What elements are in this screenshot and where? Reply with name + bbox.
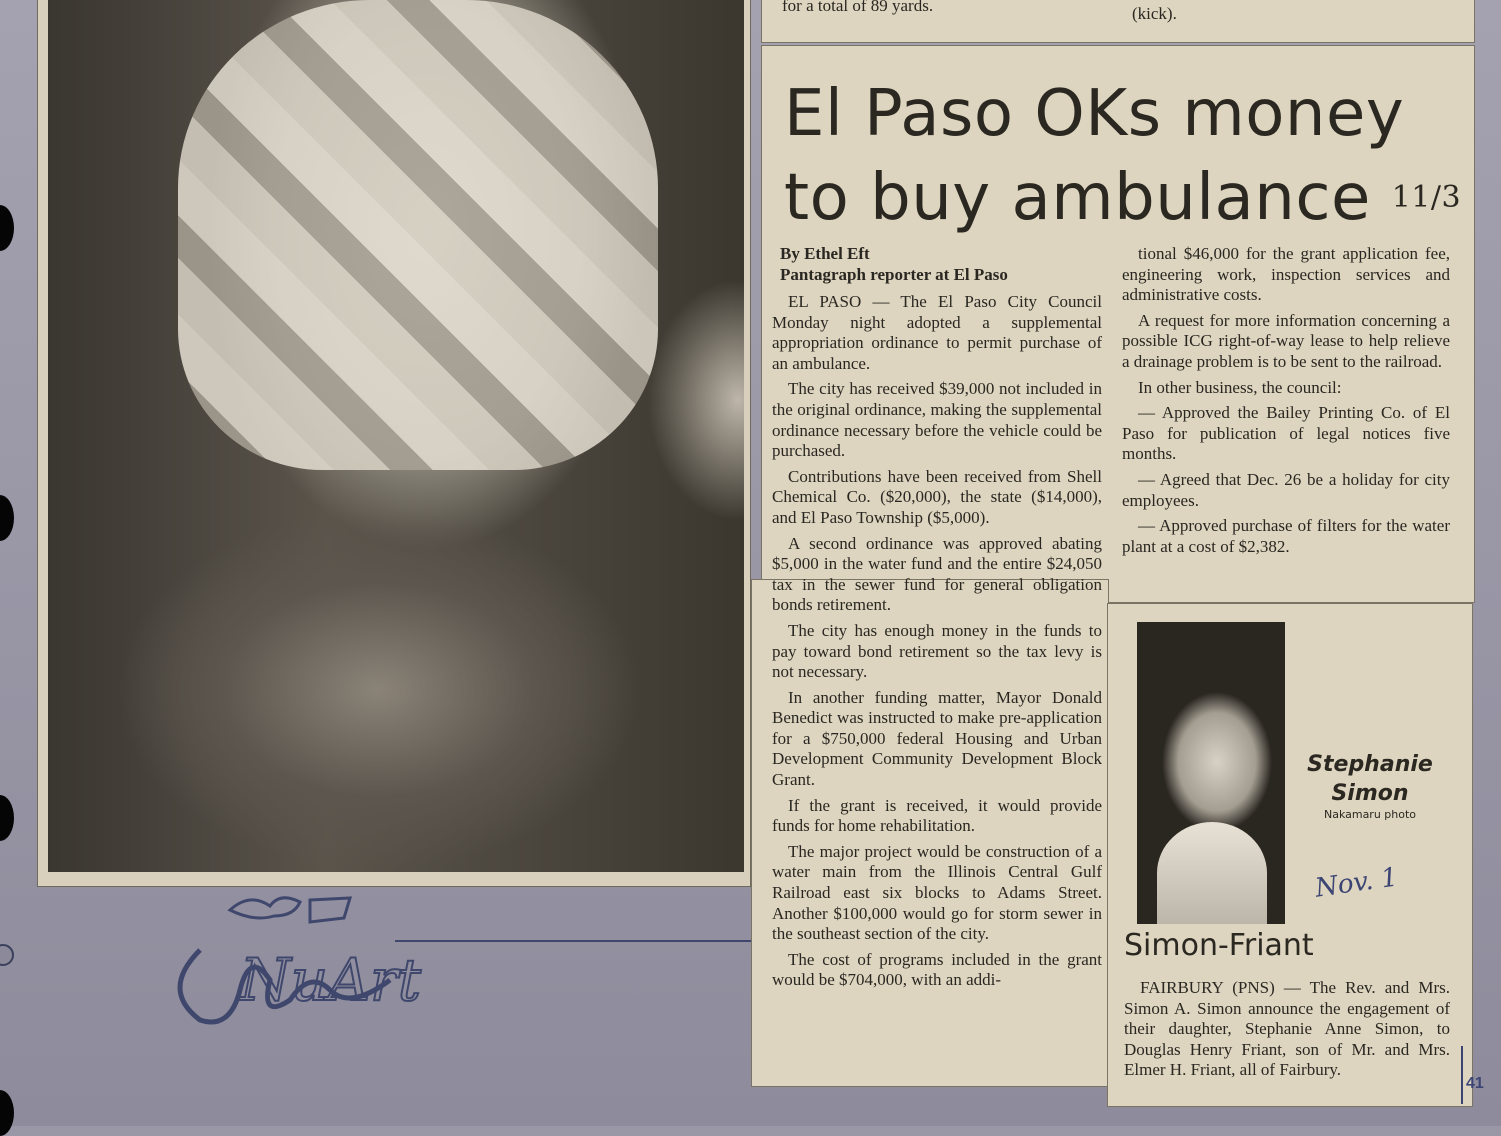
article-paragraph: The cost of programs included in the grant would be $704,000, with an addi-: [772, 949, 1102, 990]
binder-ring-hole: [0, 944, 14, 966]
handwritten-date: Nov. 1: [1313, 862, 1400, 904]
article-paragraph: In other business, the council:: [1138, 377, 1342, 397]
engagement-paragraph: FAIRBURY (PNS) — The Rev. and Mrs. Simon A. Simon announce the engagement of their daughter, Stephanie Anne Simon, to Douglas Henry Friant, son of Mr. and Mrs. Elmer H. Friant, all of Fairbury.: [1124, 978, 1450, 1080]
logo-text: NuArt: [240, 946, 422, 1014]
headline-line-1: El Paso OKs money: [784, 77, 1405, 151]
photo-image: [48, 0, 744, 872]
article-byline: [780, 243, 1008, 285]
caption-last-name: Simon: [1331, 781, 1409, 806]
article-column-2: [1122, 244, 1450, 562]
article-paragraph: tional $46,000 for the grant application fee, engineering work, inspection services and administrative costs.: [1122, 244, 1450, 305]
binder-hole: [0, 1090, 14, 1136]
top-fragment-right: (kick).: [1132, 4, 1177, 23]
newspaper-photo-clipping: [38, 0, 750, 886]
page-edge-mark: [1461, 1046, 1463, 1104]
engagement-headline: Simon-Friant: [1124, 928, 1314, 963]
article-paragraph: If the grant is received, it would provide funds for home rehabilitation.: [772, 795, 1102, 836]
portrait-collar: [1157, 822, 1267, 924]
portrait-caption: [1300, 750, 1440, 808]
article-headline: [784, 72, 1464, 240]
article-paragraph: — Approved purchase of filters for the water plant at a cost of $2,382.: [1122, 516, 1450, 556]
article-paragraph: The major project would be construction of a water main from the Illinois Central Gulf Railroad east six blocks to Adams Street. Another $100,000 would go for storm sewer in the southeast section of the city.: [772, 841, 1102, 944]
byline-role: Pantagraph reporter at El Paso: [780, 265, 1008, 284]
binder-hole: [0, 495, 14, 541]
binder-hole: [0, 205, 14, 251]
article-paragraph: — Agreed that Dec. 26 be a holiday for city employees.: [1122, 469, 1450, 510]
nuart-logo: [170, 890, 422, 1030]
article-paragraph: The city has received $39,000 not included in the original ordinance, making the supplemental ordinance necessary before the vehicle could be purchased.: [772, 379, 1102, 461]
article-paragraph: — Approved the Bailey Printing Co. of El Paso for publication of legal notices five months.: [1122, 403, 1450, 464]
headline-line-2: [784, 156, 1464, 240]
page-number: 41: [1466, 1075, 1484, 1092]
article-paragraph: In another funding matter, Mayor Donald Benedict was instructed to make pre-application for a $750,000 federal Housing and Urban Development Community Development Block Grant.: [772, 687, 1102, 790]
article-paragraph: Contributions have been received from Shell Chemical Co. ($20,000), the state ($14,000), and El Paso Township ($5,000).: [772, 466, 1102, 527]
article-paragraph: A request for more information concerning a possible ICG right-of-way lease to help relieve a drainage problem is to be sent to the railroad.: [1122, 310, 1450, 371]
photo-credit: Nakamaru photo: [1323, 808, 1417, 821]
article-column-1: [772, 292, 1102, 996]
article-paragraph: The city has enough money in the funds to pay toward bond retirement so the tax levy is not necessary.: [772, 620, 1102, 682]
headline-handwritten-note: 11/3: [1391, 180, 1462, 215]
caption-first-name: Stephanie: [1307, 752, 1433, 777]
headline-line-2-text: to buy ambulance: [784, 161, 1371, 235]
byline-name: By Ethel Eft: [780, 244, 870, 263]
photo-subject-shirt: [178, 0, 658, 470]
binder-hole: [0, 795, 14, 841]
engagement-body: [1124, 978, 1450, 1086]
article-paragraph: EL PASO — The El Paso City Council Monday night adopted a supplemental appropriation ordinance to permit purchase of an ambulance.: [772, 292, 1102, 373]
article-paragraph: A second ordinance was approved abating $5,000 in the water fund and the entire $24,050 tax in the sewer fund for general obligation bonds retirement.: [772, 533, 1102, 615]
engagement-portrait: [1137, 622, 1285, 924]
logo-rule: [395, 940, 755, 942]
top-fragment-left: for a total of 89 yards.: [782, 0, 934, 15]
